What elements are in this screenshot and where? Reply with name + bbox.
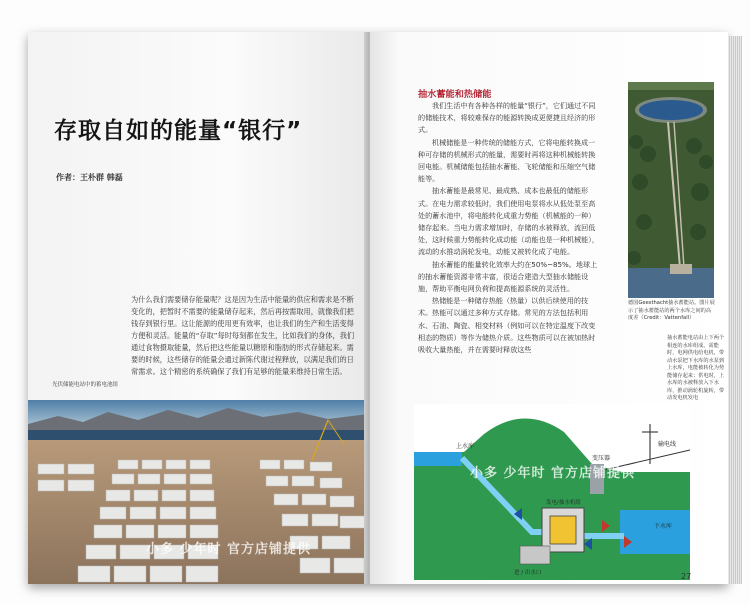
paragraph-4: 抽水蓄能的能量转化效率大约在50%~85%。地球上的抽水蓄能资源非常丰富，很适合建造大型抽水储能设施，帮助平衡电网负荷和提高能源系统的灵活性。 (418, 259, 598, 294)
body-text (418, 100, 600, 356)
magazine-spread (28, 32, 728, 584)
paragraph-3: 抽水蓄能是最常见、最成熟、成本也最低的储能形式。在电力需求较低时，我们使用电泵将水从低处泵至高处的蓄水池中，将电能转化成重力势能（机械能的一种）储存起来。当电力需求增加时，存储的水被释放，流回低处，这时候重力势能转化成动能（动能也是一种机械能），流动的水推动涡轮发电，动能又被转化成了电能。 (418, 186, 599, 257)
paragraph-1: 我们生活中有各种各样的能量“银行”，它们通过不同的储能技术，将较难保存的能源转换成更便捷且经济的形式。 (418, 101, 596, 135)
watermark-left: 小多 少年时 官方店铺提供 (146, 542, 312, 557)
diagram-label-upper: 上水库 (456, 443, 475, 450)
intro-paragraph: 为什么我们需要储存能量呢？这是因为生活中能量的供应和需求是不断变化的，把暂时不需要的能量储存起来，然后再按需取用，就像我们把钱存到银行里。这让能源的使用更有效率，也让我们的生产和生活变得方便和灵活。能量的“存取”每时每刻都在发生，比如我们的身体，我们通过食物摄取能量，然后把这些能量以糖原和脂肪的形式存储起来。需要的时候，这些储存的能量会通过新陈代谢过程释放，以满足我们的日常需求。这个精密的系统确保了我们有足够的能量来维持日常生活。 (131, 295, 355, 376)
diagram-label-station: 发电/抽水机组 (546, 500, 581, 506)
photo-caption: 光伏储能电站中的蓄电池组 (52, 382, 119, 388)
article-author: 作者：王朴群 韩磊 (56, 173, 123, 182)
paragraph-2: 机械储能是一种传统的储能方式，它将电能转换成一种可存储的机械形式的能量，需要时再将这种机械能转换回电能。机械储能包括抽水蓄能、飞轮储能和压缩空气储能等。 (418, 137, 596, 184)
left-page (28, 32, 368, 584)
watermark-right: 小多 少年时 官方店铺提供 (470, 466, 636, 481)
diagram-label-transformer: 变压器 (592, 455, 611, 462)
diagram-label-grid: 输电线 (658, 441, 677, 448)
aerial-photo-caption: 德国Geesthacht抽水蓄能站。图片展示了抽水蓄能站的两个水库之间的高度差（Credit：Vattenfall） (628, 300, 715, 321)
diagram-caption: 抽水蓄能电站由上下两个相连的水库组成。需能时，电网供电给电机，带动水泵把下水库的水泵到上水库，电能被转化为势能储存起来；供电时，上水库的水被释放入下水库，推动涡轮机旋转，带动发电机发电 (667, 335, 725, 401)
right-page (370, 32, 728, 584)
paragraph-5: 热储能是一种储存热能（热量）以供后续使用的技术。热能可以通过多种方式存储。常见的方法包括利用水、石油、陶瓷、相变材料（例如可以在特定温度下改变相态的物质）等作为储热介质。这些物质可以在被加热时吸收大量热能，并在需要时释放这些 (418, 296, 596, 355)
page-number: 27 (681, 572, 692, 581)
section-title: 抽水蓄能和热储能 (418, 89, 492, 100)
diagram-label-inlet: 进 / 出水口 (514, 570, 542, 576)
diagram-label-lower: 下水库 (654, 523, 673, 530)
page-edges (728, 36, 742, 584)
pumped-storage-aerial-photo (628, 82, 714, 298)
article-title: 存取自如的能量“银行” (54, 118, 303, 144)
pumped-storage-diagram (414, 404, 690, 580)
